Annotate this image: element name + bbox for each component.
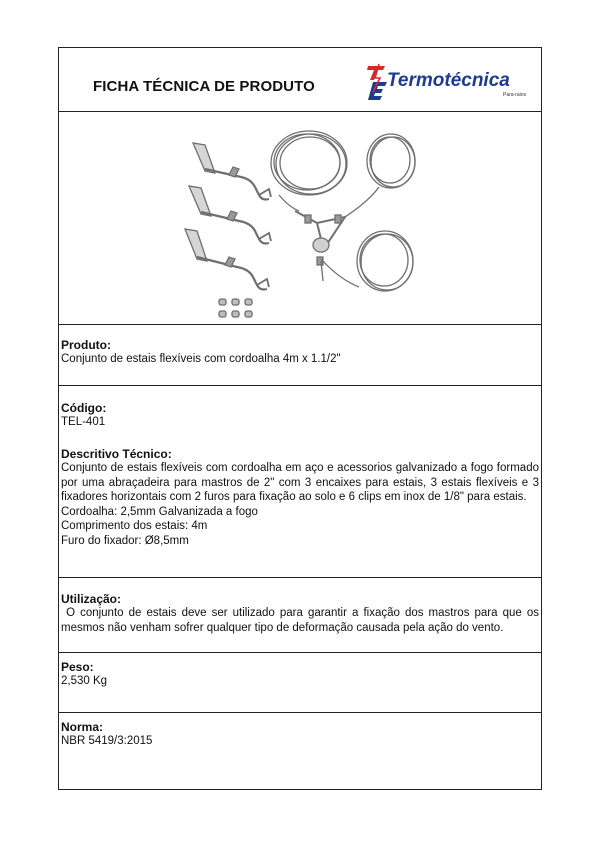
peso-title: Peso:	[61, 660, 94, 674]
norma-title: Norma:	[61, 720, 104, 734]
brand-name: Termotécnica	[387, 70, 510, 91]
brand-logo	[365, 62, 537, 102]
spec-comprimento: Comprimento dos estais: 4m	[61, 520, 208, 532]
section-utilizacao	[59, 592, 541, 653]
clips	[219, 299, 252, 317]
descritivo-title: Descritivo Técnico:	[61, 447, 172, 461]
section-descritivo	[59, 447, 541, 578]
section-peso	[59, 660, 541, 713]
hook-fixer-3	[185, 229, 269, 290]
coil-1	[271, 131, 347, 195]
section-norma	[59, 720, 541, 760]
codigo-title: Código:	[61, 401, 107, 415]
section-codigo	[59, 401, 541, 431]
spec-furo: Furo do fixador: Ø8,5mm	[61, 534, 189, 547]
guy-wire-kit-photo	[59, 111, 541, 323]
descritivo-paragraph: Conjunto de estais flexíveis com cordoalha em aço e acessorios galvanizado a fogo formado por uma abraçadeira para mastros de 2" com 3 encaixes para estais, 3 estais flexíveis e 3 fixadores horizontais com 2 furos para fixação ao solo e 6 clips em inox de 1/8" para estais.	[61, 462, 539, 503]
brand-tagline: Para-raios	[503, 92, 527, 98]
technical-sheet	[58, 47, 542, 790]
utilizacao-title: Utilização:	[61, 592, 122, 606]
coil-3	[357, 231, 413, 291]
norma-text: NBR 5419/3:2015	[61, 735, 153, 747]
section-produto	[59, 338, 541, 386]
mast-clamp	[295, 211, 359, 287]
utilizacao-text: O conjunto de estais deve ser utilizado para garantir a fixação dos mastros para que os mesmos não venham sofrer qualquer tipo de deformação causada pela ação do vento.	[61, 607, 543, 634]
sheet-header	[59, 48, 541, 112]
hook-fixer-1	[193, 143, 271, 200]
coil-2	[367, 134, 415, 188]
peso-text: 2,530 Kg	[61, 675, 108, 687]
spec-cordoalha: Cordoalha: 2,5mm Galvanizada a fogo	[61, 505, 258, 518]
produto-text: Conjunto de estais flexíveis com cordoalha 4m x 1.1/2"	[61, 353, 341, 365]
document-title: FICHA TÉCNICA DE PRODUTO	[93, 78, 315, 95]
produto-title: Produto:	[61, 338, 111, 352]
product-photo	[59, 111, 541, 325]
codigo-text: TEL-401	[61, 416, 106, 428]
